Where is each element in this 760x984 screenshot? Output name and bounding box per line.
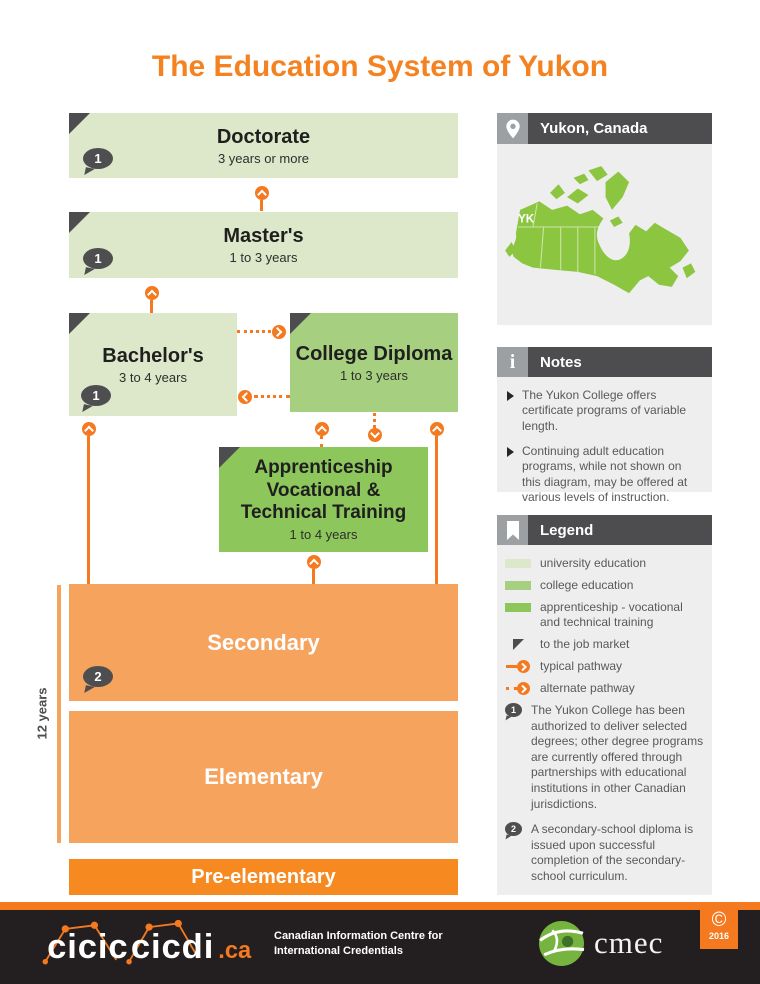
organization-name xyxy=(274,929,443,959)
box-title-line: Technical Training xyxy=(240,502,407,524)
box-title: Bachelor's xyxy=(102,344,204,367)
box-duration: 1 to 3 years xyxy=(340,367,408,383)
job-market-corner-icon xyxy=(513,639,524,650)
legend-item: typical pathway xyxy=(505,659,704,674)
right-arrow-icon xyxy=(272,325,286,339)
footnote-ref-bubble: 1 xyxy=(81,385,111,406)
up-arrow-icon xyxy=(307,555,321,569)
copyright-badge xyxy=(700,908,738,949)
pathway-dotted-line xyxy=(320,436,323,447)
logo-word-cicic: cicic xyxy=(47,928,129,967)
pathway-line xyxy=(150,300,153,313)
pathway-line xyxy=(260,200,263,211)
footnote-1-bubble: 1 xyxy=(505,703,522,717)
box-duration: 1 to 4 years xyxy=(289,527,358,543)
box-duration: 3 years or more xyxy=(217,150,310,166)
job-market-corner-icon xyxy=(69,113,90,134)
legend-item: to the job market xyxy=(505,637,704,652)
cmec-logo xyxy=(538,917,663,969)
notes-panel-header xyxy=(497,347,712,378)
notes-panel-body xyxy=(497,377,712,505)
pathway-line xyxy=(312,569,315,584)
notes-panel-title: Notes xyxy=(528,347,712,378)
legend-item: alternate pathway xyxy=(505,681,704,696)
legend-item: university education xyxy=(505,556,704,571)
legend-footnote xyxy=(505,703,704,812)
box-title: Elementary xyxy=(204,764,323,790)
apprenticeship-swatch xyxy=(505,603,531,612)
footnote-ref-bubble: 2 xyxy=(83,666,113,687)
up-arrow-icon xyxy=(315,422,329,436)
level-box-elementary xyxy=(69,711,458,843)
note-text: The Yukon College offers certificate programs of variable length. xyxy=(522,388,687,433)
footnote-ref-bubble: 1 xyxy=(83,148,113,169)
copyright-year: 2016 xyxy=(708,931,730,941)
legend-panel-header xyxy=(497,515,712,546)
copyright-symbol: © xyxy=(711,909,727,931)
note-item xyxy=(507,388,702,434)
level-box-bachelors xyxy=(69,313,237,416)
page-title: The Education System of Yukon xyxy=(151,50,609,83)
legend-item: college education xyxy=(505,578,704,593)
up-arrow-icon xyxy=(255,186,269,200)
bullet-triangle-icon xyxy=(507,391,514,401)
footnote-text: The Yukon College has been authorized to deliver selected degrees; other degree programs are currently offered through partnerships with educational institutions in other Canadian jurisdictions. xyxy=(531,703,704,811)
level-box-pre-elementary xyxy=(69,859,458,895)
level-box-secondary xyxy=(69,584,458,701)
left-arrow-icon xyxy=(238,390,252,404)
box-title: Pre-elementary xyxy=(191,865,336,888)
note-item xyxy=(507,444,702,505)
legend-panel-title: Legend xyxy=(528,515,712,546)
map-panel-header xyxy=(497,113,712,144)
pathway-line xyxy=(435,436,438,584)
footnote-text: A secondary-school diploma is issued upon successful completion of the secondary-school curriculum. xyxy=(531,822,694,883)
logo-word-cicdi: cicdi xyxy=(130,928,215,967)
org-line-2: International Credentials xyxy=(274,944,403,957)
cicic-cicdi-logo xyxy=(36,918,264,969)
years-bracket-label: 12 years xyxy=(34,687,50,740)
canada-map-panel xyxy=(497,144,712,325)
pathway-dotted-line xyxy=(254,395,290,398)
footer-accent-bar xyxy=(0,902,760,910)
level-box-doctorate xyxy=(69,113,458,178)
pathway-dotted-line xyxy=(237,330,271,333)
cmec-wordmark: cmec xyxy=(594,925,664,960)
logo-suffix-ca: .ca xyxy=(218,938,252,965)
college-education-swatch xyxy=(505,581,531,590)
footnote-ref-bubble: 1 xyxy=(83,248,113,269)
university-education-swatch xyxy=(505,559,531,568)
job-market-corner-icon xyxy=(69,313,90,334)
level-box-college-diploma xyxy=(290,313,458,412)
down-arrow-icon xyxy=(368,428,382,442)
canada-map xyxy=(503,148,706,321)
cmec-globe-icon xyxy=(538,920,585,967)
map-panel-title: Yukon, Canada xyxy=(528,113,712,144)
job-market-corner-icon xyxy=(219,447,240,468)
yukon-region-label: YK xyxy=(517,212,535,226)
info-icon: i xyxy=(497,347,528,378)
alternate-pathway-icon xyxy=(506,682,530,695)
box-duration: 3 to 4 years xyxy=(119,369,187,385)
box-title: Secondary xyxy=(207,629,320,655)
up-arrow-icon xyxy=(145,286,159,300)
note-text: Continuing adult education programs, while not shown on this diagram, may be offered at various levels of instruction. xyxy=(522,444,688,505)
job-market-corner-icon xyxy=(69,212,90,233)
box-duration: 1 to 3 years xyxy=(229,250,298,265)
location-pin-icon xyxy=(497,113,528,144)
pathway-dotted-line xyxy=(373,413,376,428)
footnote-2-bubble: 2 xyxy=(505,822,522,836)
job-market-corner-icon xyxy=(290,313,311,334)
up-arrow-icon xyxy=(430,422,444,436)
box-title-line: Apprenticeship xyxy=(254,456,393,478)
legend-item: apprenticeship - vocational and technical training xyxy=(505,600,704,630)
years-bracket-line xyxy=(57,585,61,843)
box-title: Master's xyxy=(223,225,304,247)
up-arrow-icon xyxy=(82,422,96,436)
box-title: Doctorate xyxy=(216,125,311,148)
bullet-triangle-icon xyxy=(507,447,514,457)
box-title: College Diploma xyxy=(295,342,453,365)
bookmark-icon xyxy=(497,515,528,546)
level-box-masters xyxy=(69,212,458,278)
org-line-1: Canadian Information Centre for xyxy=(274,930,443,942)
pathway-line xyxy=(87,436,90,584)
legend-panel-body xyxy=(497,545,712,895)
typical-pathway-icon xyxy=(506,660,530,673)
level-box-apprenticeship xyxy=(219,447,428,552)
legend-footnote xyxy=(505,822,704,884)
box-title-line: Vocational & xyxy=(266,479,381,501)
